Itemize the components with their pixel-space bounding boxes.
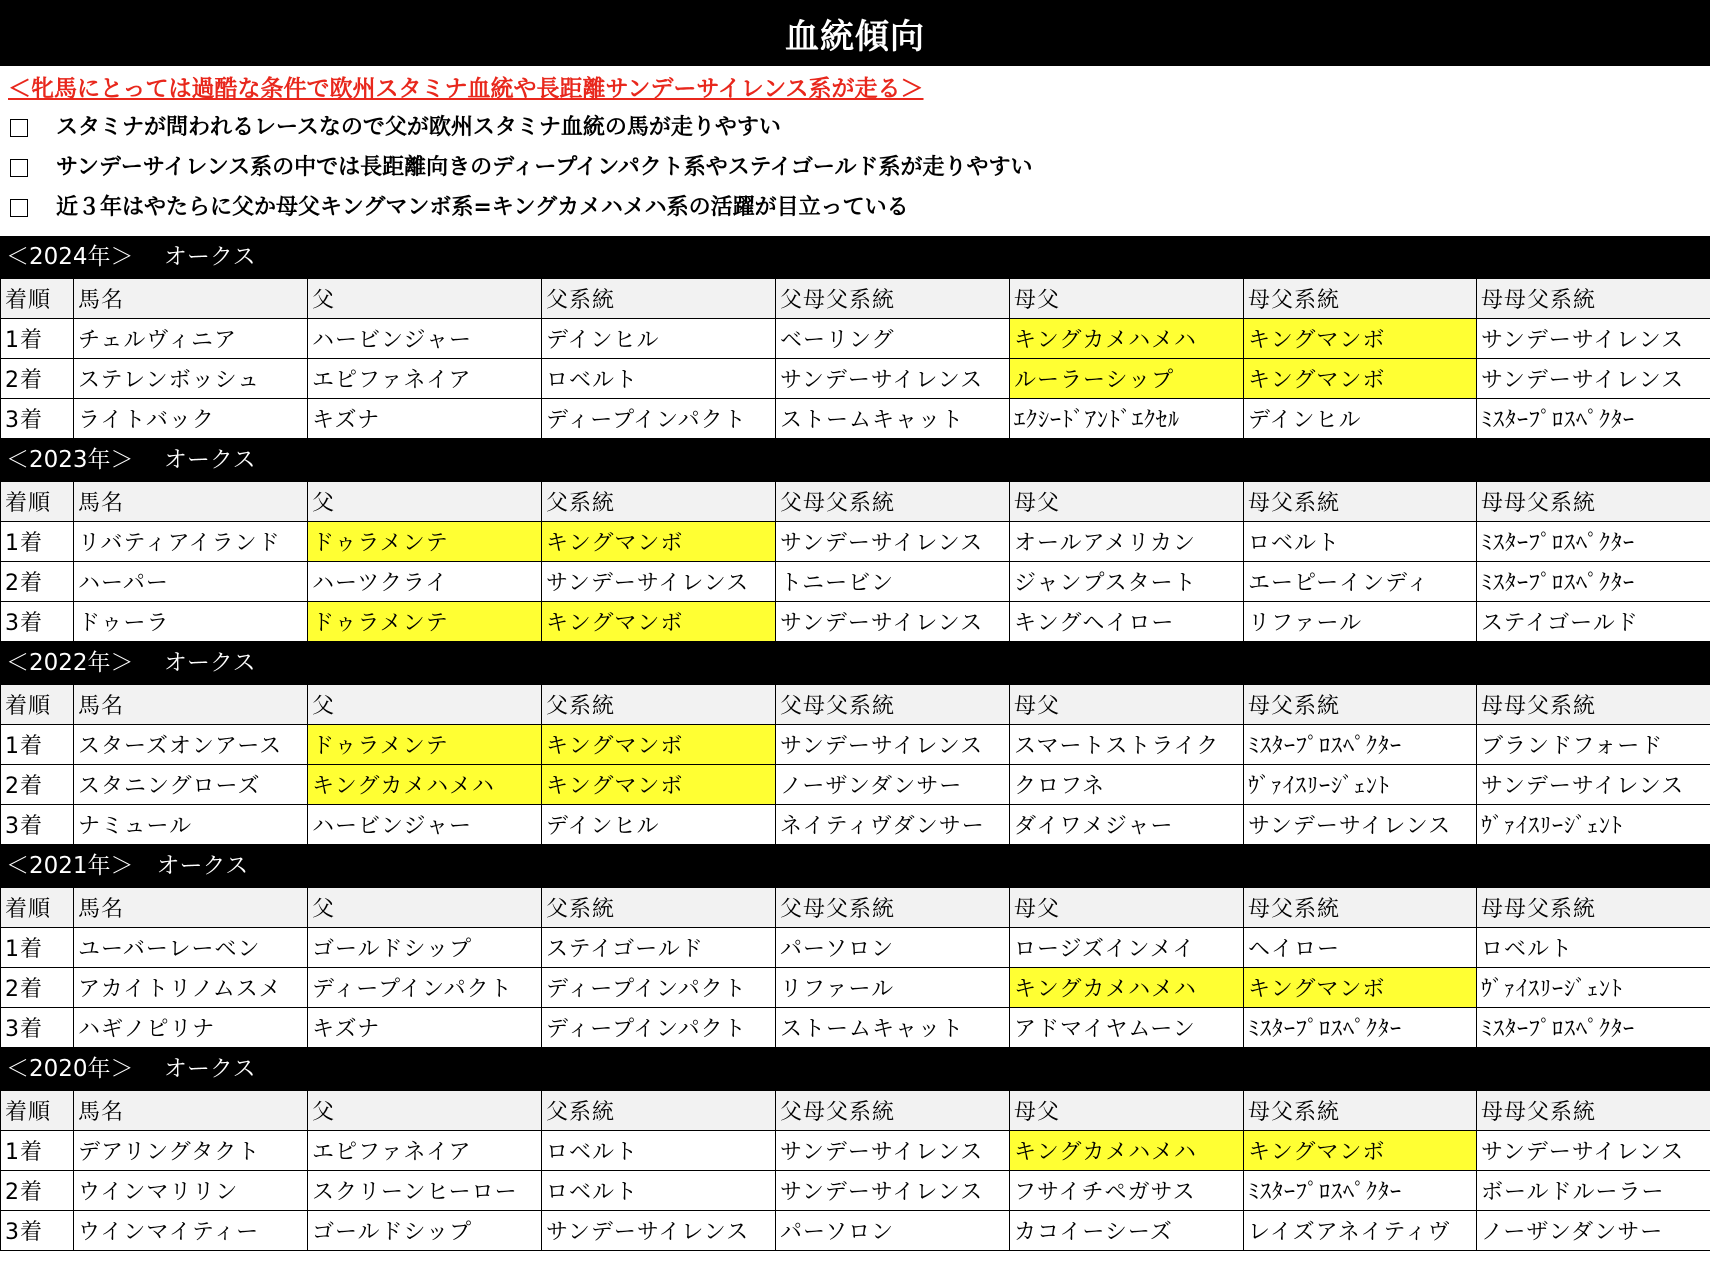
table-cell: サンデーサイレンス xyxy=(542,1211,776,1251)
table-cell: ウインマイティー xyxy=(74,1211,308,1251)
table-cell: サンデーサイレンス xyxy=(776,359,1010,399)
table-header-row xyxy=(1,279,1710,319)
table-cell: キングヘイロー xyxy=(1010,602,1244,642)
table-cell: ドゥラメンテ xyxy=(308,602,542,642)
table-cell: サンデーサイレンス xyxy=(776,522,1010,562)
column-header: 父 xyxy=(308,482,542,522)
table-cell: ロベルト xyxy=(1244,522,1477,562)
table-cell: サンデーサイレンス xyxy=(542,562,776,602)
table-cell: キングカメハメハ xyxy=(1010,968,1244,1008)
column-header: 母母父系統 xyxy=(1477,888,1710,928)
table-cell: サンデーサイレンス xyxy=(1477,359,1710,399)
table-cell: 1着 xyxy=(1,319,74,359)
table-cell: サンデーサイレンス xyxy=(1244,805,1477,845)
table-cell: キングカメハメハ xyxy=(308,765,542,805)
table-header-row xyxy=(1,1091,1710,1131)
table-cell: ディープインパクト xyxy=(308,968,542,1008)
table-cell: キングマンボ xyxy=(1244,968,1477,1008)
table-cell: ﾐｽﾀｰﾌﾟﾛｽﾍﾟｸﾀｰ xyxy=(1244,725,1477,765)
table-cell: ライトバック xyxy=(74,399,308,439)
table-cell: エピファネイア xyxy=(308,359,542,399)
results-sections xyxy=(0,236,1710,1251)
column-header: 馬名 xyxy=(74,685,308,725)
column-header: 馬名 xyxy=(74,1091,308,1131)
year-header: ＜2022年＞ オークス xyxy=(0,642,1710,684)
table-cell: ｳﾞｧｲｽﾘｰｼﾞｪﾝﾄ xyxy=(1477,968,1710,1008)
table-cell: スタニングローズ xyxy=(74,765,308,805)
table-cell: ストームキャット xyxy=(776,1008,1010,1048)
table-row xyxy=(1,968,1710,1008)
table-cell: デインヒル xyxy=(542,805,776,845)
table-cell: カコイーシーズ xyxy=(1010,1211,1244,1251)
table-cell: サンデーサイレンス xyxy=(1477,319,1710,359)
column-header: 父系統 xyxy=(542,685,776,725)
column-header: 母母父系統 xyxy=(1477,279,1710,319)
column-header: 母父 xyxy=(1010,1091,1244,1131)
table-cell: ﾐｽﾀｰﾌﾟﾛｽﾍﾟｸﾀｰ xyxy=(1477,399,1710,439)
table-cell: ブランドフォード xyxy=(1477,725,1710,765)
table-row xyxy=(1,399,1710,439)
column-header: 父母父系統 xyxy=(776,482,1010,522)
table-cell: オールアメリカン xyxy=(1010,522,1244,562)
column-header: 父 xyxy=(308,1091,542,1131)
table-cell: ディープインパクト xyxy=(542,968,776,1008)
table-cell: ベーリング xyxy=(776,319,1010,359)
column-header: 母父系統 xyxy=(1244,888,1477,928)
table-cell: ノーザンダンサー xyxy=(776,765,1010,805)
year-section xyxy=(0,642,1710,845)
table-cell: ﾐｽﾀｰﾌﾟﾛｽﾍﾟｸﾀｰ xyxy=(1244,1171,1477,1211)
year-section xyxy=(0,845,1710,1048)
table-cell: 2着 xyxy=(1,562,74,602)
table-cell: キングマンボ xyxy=(542,725,776,765)
table-cell: サンデーサイレンス xyxy=(1477,765,1710,805)
column-header: 父系統 xyxy=(542,1091,776,1131)
column-header: 着順 xyxy=(1,685,74,725)
table-cell: ウインマリリン xyxy=(74,1171,308,1211)
table-cell: 3着 xyxy=(1,805,74,845)
table-cell: ジャンプスタート xyxy=(1010,562,1244,602)
table-cell: ｳﾞｧｲｽﾘｰｼﾞｪﾝﾄ xyxy=(1244,765,1477,805)
table-cell: リファール xyxy=(1244,602,1477,642)
year-header: ＜2020年＞ オークス xyxy=(0,1048,1710,1090)
table-cell: ドゥラメンテ xyxy=(308,725,542,765)
table-row xyxy=(1,602,1710,642)
table-cell: ロベルト xyxy=(542,359,776,399)
table-cell: ナミュール xyxy=(74,805,308,845)
table-cell: ディープインパクト xyxy=(542,1008,776,1048)
column-header: 父母父系統 xyxy=(776,1091,1010,1131)
table-cell: ルーラーシップ xyxy=(1010,359,1244,399)
year-header: ＜2024年＞ オークス xyxy=(0,236,1710,278)
table-cell: レイズアネイティヴ xyxy=(1244,1211,1477,1251)
bullet-text: 近３年はやたらに父か母父キングマンボ系=キングカメハメハ系の活躍が目立っている xyxy=(56,195,909,220)
table-cell: ストームキャット xyxy=(776,399,1010,439)
table-cell: デインヒル xyxy=(1244,399,1477,439)
table-cell: 1着 xyxy=(1,1131,74,1171)
table-cell: キングカメハメハ xyxy=(1010,319,1244,359)
table-cell: ｳﾞｧｲｽﾘｰｼﾞｪﾝﾄ xyxy=(1477,805,1710,845)
table-cell: クロフネ xyxy=(1010,765,1244,805)
column-header: 父 xyxy=(308,279,542,319)
table-cell: ドゥーラ xyxy=(74,602,308,642)
table-row xyxy=(1,765,1710,805)
table-cell: ユーバーレーベン xyxy=(74,928,308,968)
column-header: 父 xyxy=(308,888,542,928)
table-cell: ﾐｽﾀｰﾌﾟﾛｽﾍﾟｸﾀｰ xyxy=(1477,522,1710,562)
column-header: 母父系統 xyxy=(1244,279,1477,319)
table-cell: ステイゴールド xyxy=(1477,602,1710,642)
table-cell: ロベルト xyxy=(542,1131,776,1171)
table-row xyxy=(1,522,1710,562)
checkbox-icon[interactable] xyxy=(10,119,28,137)
column-header: 馬名 xyxy=(74,482,308,522)
table-row xyxy=(1,1008,1710,1048)
bullet-text: サンデーサイレンス系の中では長距離向きのディープインパクト系やステイゴールド系が走りやすい xyxy=(56,155,1033,180)
notes-section xyxy=(0,66,1710,236)
table-cell: デインヒル xyxy=(542,319,776,359)
table-cell: キングマンボ xyxy=(1244,359,1477,399)
table-cell: ゴールドシップ xyxy=(308,928,542,968)
table-cell: サンデーサイレンス xyxy=(1477,1131,1710,1171)
table-cell: 1着 xyxy=(1,928,74,968)
column-header: 母父系統 xyxy=(1244,482,1477,522)
table-cell: スターズオンアース xyxy=(74,725,308,765)
table-row xyxy=(1,725,1710,765)
page-title-text: 血統傾向 xyxy=(785,16,925,57)
table-cell: ﾐｽﾀｰﾌﾟﾛｽﾍﾟｸﾀｰ xyxy=(1477,1008,1710,1048)
table-cell: ロベルト xyxy=(542,1171,776,1211)
table-header-row xyxy=(1,888,1710,928)
checkbox-icon[interactable] xyxy=(10,199,28,217)
column-header: 馬名 xyxy=(74,888,308,928)
column-header: 母父系統 xyxy=(1244,685,1477,725)
column-header: 母父 xyxy=(1010,888,1244,928)
column-header: 母母父系統 xyxy=(1477,482,1710,522)
column-header: 母母父系統 xyxy=(1477,685,1710,725)
table-cell: 3着 xyxy=(1,399,74,439)
column-header: 着順 xyxy=(1,482,74,522)
table-cell: 2着 xyxy=(1,1171,74,1211)
table-cell: チェルヴィニア xyxy=(74,319,308,359)
table-cell: デアリングタクト xyxy=(74,1131,308,1171)
table-cell: ハービンジャー xyxy=(308,805,542,845)
bullet-item xyxy=(8,188,1710,228)
table-cell: ゴールドシップ xyxy=(308,1211,542,1251)
table-cell: エーピーインディ xyxy=(1244,562,1477,602)
year-header: ＜2023年＞ オークス xyxy=(0,439,1710,481)
table-cell: 1着 xyxy=(1,725,74,765)
table-cell: ネイティヴダンサー xyxy=(776,805,1010,845)
results-table xyxy=(0,1090,1710,1251)
table-cell: スクリーンヒーロー xyxy=(308,1171,542,1211)
table-cell: 3着 xyxy=(1,602,74,642)
column-header: 母父 xyxy=(1010,685,1244,725)
bullet-text: スタミナが問われるレースなので父が欧州スタミナ血統の馬が走りやすい xyxy=(56,115,781,140)
results-table xyxy=(0,278,1710,439)
year-section xyxy=(0,1048,1710,1251)
table-cell: キングカメハメハ xyxy=(1010,1131,1244,1171)
column-header: 父系統 xyxy=(542,888,776,928)
table-cell: 2着 xyxy=(1,765,74,805)
table-cell: アドマイヤムーン xyxy=(1010,1008,1244,1048)
table-row xyxy=(1,562,1710,602)
table-row xyxy=(1,928,1710,968)
table-cell: ハーパー xyxy=(74,562,308,602)
table-cell: キズナ xyxy=(308,399,542,439)
table-cell: キングマンボ xyxy=(542,765,776,805)
column-header: 馬名 xyxy=(74,279,308,319)
column-header: 着順 xyxy=(1,1091,74,1131)
table-cell: ダイワメジャー xyxy=(1010,805,1244,845)
column-header: 母母父系統 xyxy=(1477,1091,1710,1131)
table-cell: ノーザンダンサー xyxy=(1477,1211,1710,1251)
table-cell: ロージズインメイ xyxy=(1010,928,1244,968)
page-title xyxy=(0,0,1710,66)
column-header: 父 xyxy=(308,685,542,725)
table-row xyxy=(1,359,1710,399)
table-cell: ハービンジャー xyxy=(308,319,542,359)
table-cell: ｴｸｼｰﾄﾞｱﾝﾄﾞｴｸｾﾙ xyxy=(1010,399,1244,439)
table-cell: キングマンボ xyxy=(1244,1131,1477,1171)
table-cell: ボールドルーラー xyxy=(1477,1171,1710,1211)
table-cell: スマートストライク xyxy=(1010,725,1244,765)
column-header: 父系統 xyxy=(542,482,776,522)
table-cell: ヘイロー xyxy=(1244,928,1477,968)
table-cell: サンデーサイレンス xyxy=(776,725,1010,765)
results-table xyxy=(0,481,1710,642)
table-cell: 3着 xyxy=(1,1211,74,1251)
table-cell: エピファネイア xyxy=(308,1131,542,1171)
table-cell: パーソロン xyxy=(776,928,1010,968)
table-cell: サンデーサイレンス xyxy=(776,602,1010,642)
column-header: 父母父系統 xyxy=(776,888,1010,928)
column-header: 父母父系統 xyxy=(776,279,1010,319)
year-section xyxy=(0,439,1710,642)
column-header: 着順 xyxy=(1,888,74,928)
table-header-row xyxy=(1,685,1710,725)
year-header: ＜2021年＞ オークス xyxy=(0,845,1710,887)
headline-text: ＜牝馬にとっては過酷な条件で欧州スタミナ血統や長距離サンデーサイレンス系が走る＞ xyxy=(8,76,924,102)
table-row xyxy=(1,1131,1710,1171)
table-cell: パーソロン xyxy=(776,1211,1010,1251)
column-header: 着順 xyxy=(1,279,74,319)
table-cell: ハギノピリナ xyxy=(74,1008,308,1048)
table-cell: ハーツクライ xyxy=(308,562,542,602)
year-section xyxy=(0,236,1710,439)
column-header: 母父系統 xyxy=(1244,1091,1477,1131)
table-cell: ﾐｽﾀｰﾌﾟﾛｽﾍﾟｸﾀｰ xyxy=(1244,1008,1477,1048)
table-cell: リバティアイランド xyxy=(74,522,308,562)
table-cell: キズナ xyxy=(308,1008,542,1048)
table-cell: サンデーサイレンス xyxy=(776,1131,1010,1171)
table-cell: 3着 xyxy=(1,1008,74,1048)
table-cell: ステレンボッシュ xyxy=(74,359,308,399)
table-cell: ステイゴールド xyxy=(542,928,776,968)
table-cell: 2着 xyxy=(1,359,74,399)
table-cell: フサイチペガサス xyxy=(1010,1171,1244,1211)
table-row xyxy=(1,1171,1710,1211)
table-cell: キングマンボ xyxy=(542,522,776,562)
table-cell: ドゥラメンテ xyxy=(308,522,542,562)
table-cell: ロベルト xyxy=(1477,928,1710,968)
table-row xyxy=(1,1211,1710,1251)
column-header: 父系統 xyxy=(542,279,776,319)
column-header: 父母父系統 xyxy=(776,685,1010,725)
checkbox-icon[interactable] xyxy=(10,159,28,177)
column-header: 母父 xyxy=(1010,279,1244,319)
results-table xyxy=(0,684,1710,845)
table-cell: キングマンボ xyxy=(542,602,776,642)
table-row xyxy=(1,805,1710,845)
table-cell: トニービン xyxy=(776,562,1010,602)
bullet-item xyxy=(8,108,1710,148)
table-cell: アカイトリノムスメ xyxy=(74,968,308,1008)
table-cell: サンデーサイレンス xyxy=(776,1171,1010,1211)
table-cell: ディープインパクト xyxy=(542,399,776,439)
column-header: 母父 xyxy=(1010,482,1244,522)
table-cell: ﾐｽﾀｰﾌﾟﾛｽﾍﾟｸﾀｰ xyxy=(1477,562,1710,602)
table-row xyxy=(1,319,1710,359)
table-cell: リファール xyxy=(776,968,1010,1008)
results-table xyxy=(0,887,1710,1048)
table-cell: 1着 xyxy=(1,522,74,562)
table-header-row xyxy=(1,482,1710,522)
table-cell: キングマンボ xyxy=(1244,319,1477,359)
bullet-item xyxy=(8,148,1710,188)
table-cell: 2着 xyxy=(1,968,74,1008)
